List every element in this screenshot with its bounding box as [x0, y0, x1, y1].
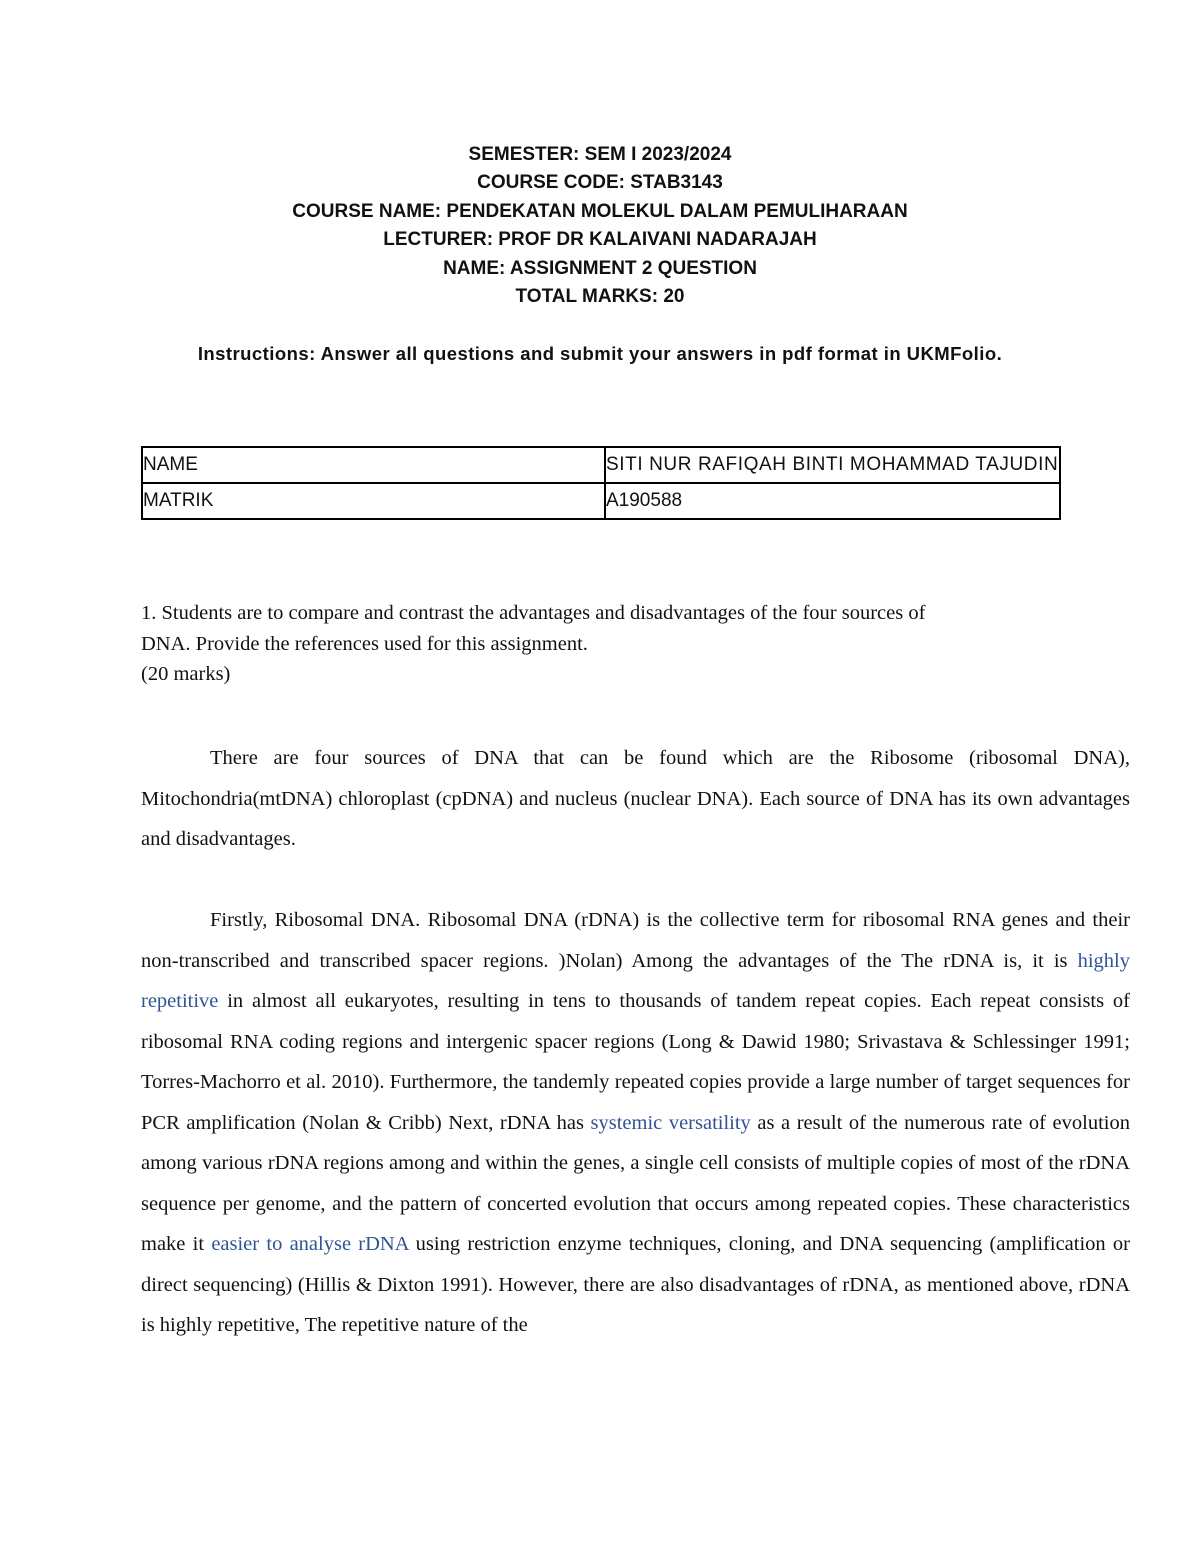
matrik-label-cell: MATRIK	[142, 483, 605, 519]
highlighted-link[interactable]: easier to analyse rDNA	[211, 1233, 409, 1255]
name-label-cell: NAME	[142, 447, 605, 483]
paragraph-text: Firstly, Ribosomal DNA. Ribosomal DNA (rDNA) is the collective term for ribosomal RNA genes and their non-transcribed and transcribed spacer regions. )Nolan) Among the advantages of the The rDNA is, it is	[141, 909, 1130, 972]
total-marks-line: TOTAL MARKS: 20	[515, 286, 685, 308]
highlighted-link[interactable]: systemic versatility	[590, 1111, 751, 1134]
matrik-value-cell: A190588	[605, 483, 1060, 519]
table-row	[142, 483, 1060, 519]
table-row	[142, 447, 1060, 483]
paragraph-intro: There are four sources of DNA that can be found which are the Ribosome (ribosomal DNA), Mitochondria(mtDNA) chloroplast (cpDNA) and nucleus (nuclear DNA). Each source of DNA has its own advantages and disadvantages.	[141, 747, 1130, 850]
course-name-line: COURSE NAME: PENDEKATAN MOLEKUL DALAM PEMULIHARAAN	[292, 200, 908, 222]
highlighted-link[interactable]: highly repetitive	[141, 949, 1130, 1012]
instructions: Instructions: Answer all questions and submit your answers in pdf format in UKMFolio.	[197, 343, 1003, 364]
question-line-2: DNA. Provide the references used for this assignment.	[141, 632, 588, 655]
course-code-line: COURSE CODE: STAB3143	[477, 172, 723, 194]
question-line-1: 1. Students are to compare and contrast the advantages and disadvantages of the four sources of	[141, 602, 926, 624]
assignment-name-line: NAME: ASSIGNMENT 2 QUESTION	[443, 257, 757, 279]
name-value-cell: SITI NUR RAFIQAH BINTI MOHAMMAD TAJUDIN	[605, 447, 1060, 483]
lecturer-line: LECTURER: PROF DR KALAIVANI NADARAJAH	[383, 229, 817, 251]
semester-line: SEMESTER: SEM I 2023/2024	[468, 144, 732, 165]
paragraph-text: using restriction enzyme techniques, cloning, and DNA sequencing (amplification or direct sequencing) (Hillis & Dixton 1991). However, there are also disadvantages of rDNA, as mentioned above, rDNA is highly repetitive, The repetitive nature of the	[141, 1233, 1130, 1336]
paragraph-ribosomal-dna	[141, 900, 1130, 1346]
question-block	[141, 598, 1071, 690]
student-info-table	[141, 446, 1061, 520]
assignment-header	[0, 141, 1200, 311]
paragraph-text: in almost all eukaryotes, resulting in tens to thousands of tandem repeat copies. Each repeat consists of ribosomal RNA coding regions and intergenic spacer regions (Long & Dawid 1980; Srivastava & Schlessinger 1991; Torres-Machorro et al. 2010). Furthermore, the tandemly repeated copies provide a large number of target sequences for PCR amplification (Nolan & Cribb) Next, rDNA has	[141, 990, 1130, 1134]
question-marks: (20 marks)	[141, 663, 231, 685]
paragraph-text: as a result of the numerous rate of evolution among various rDNA regions among and within the genes, a single cell consists of multiple copies of most of the rDNA sequence per genome, and the pattern of concerted evolution that occurs among repeated copies. These characteristics make it	[141, 1111, 1130, 1255]
